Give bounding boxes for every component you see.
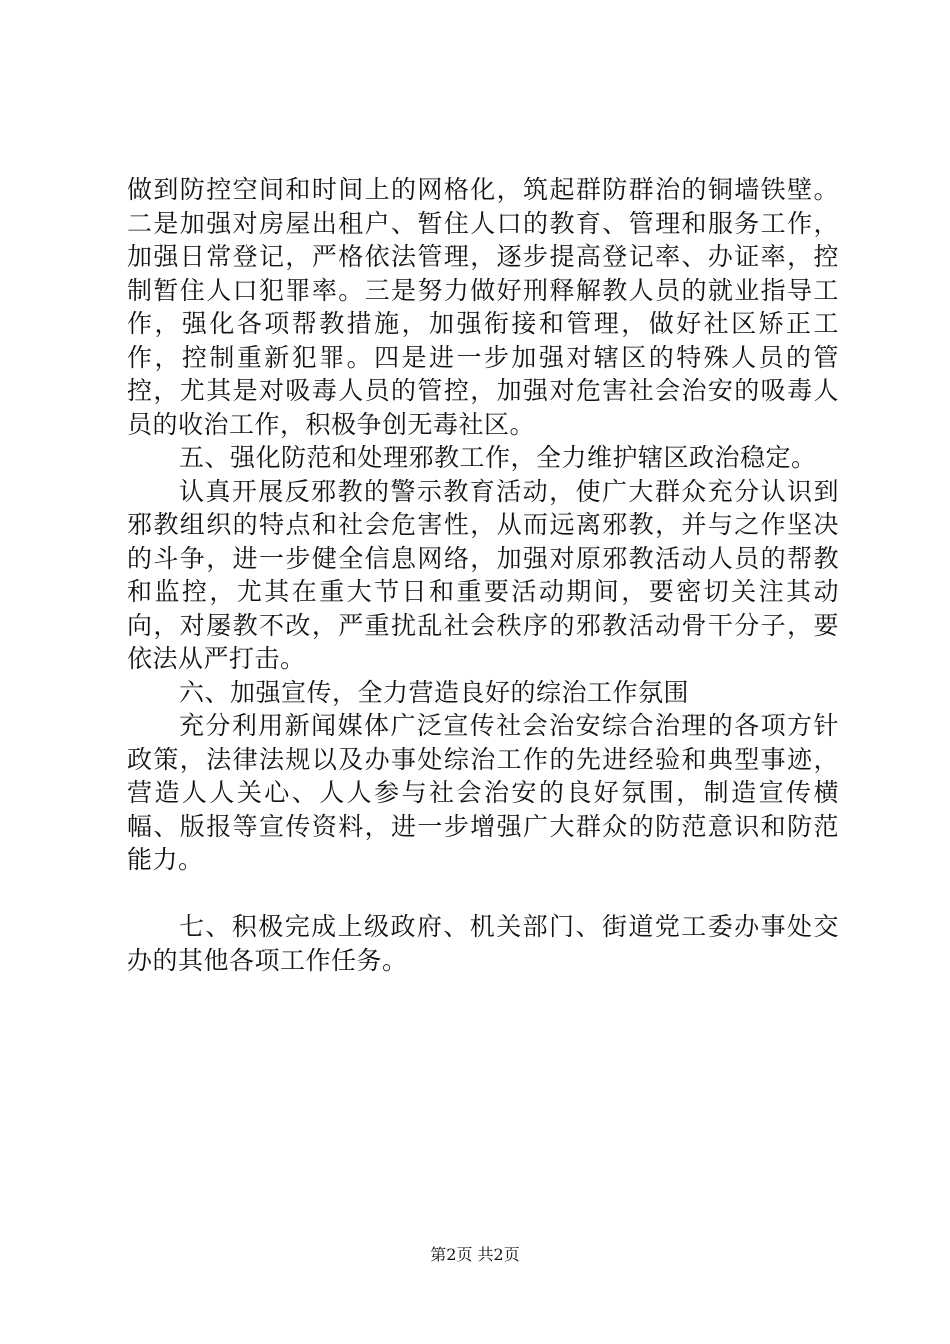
paragraph-7: 七、积极完成上级政府、机关部门、街道党工委办事处交办的其他各项工作任务。 — [127, 912, 839, 975]
paragraph-5: 充分利用新闻媒体广泛宣传社会治安综合治理的各项方针政策，法律法规以及办事处综治工作的先进经验和典型事迹，营造人人关心、人人参与社会治安的良好氛围，制造宣传横幅、版报等宣传资料，进一步增强广大群众的防范意识和防范能力。 — [127, 711, 839, 874]
paragraph-heading-6: 六、加强宣传，全力营造良好的综治工作氛围 — [179, 677, 690, 707]
page-footer: 第2页 共2页 — [430, 1245, 520, 1264]
paragraph-heading-5: 五、强化防范和处理邪教工作，全力维护辖区政治稳定。 — [179, 443, 817, 472]
document-body — [127, 173, 839, 977]
paragraph-1: 做到防控空间和时间上的网格化，筑起群防群治的铜墙铁壁。二是加强对房屋出租户、暂住人口的教育、管理和服务工作，加强日常登记，严格依法管理，逐步提高登记率、办证率，控制暂住人口犯罪率。三是努力做好刑释解教人员的就业指导工作，强化各项帮教措施，加强衔接和管理，做好社区矫正工作，控制重新犯罪。四是进一步加强对辖区的特殊人员的管控，尤其是对吸毒人员的管控，加强对危害社会治安的吸毒人员的收治工作，积极争创无毒社区。 — [127, 175, 839, 439]
paragraph-spacer — [127, 877, 839, 911]
paragraph-3: 认真开展反邪教的警示教育活动，使广大群众充分认识到邪教组织的特点和社会危害性，从而远离邪教，并与之作坚决的斗争，进一步健全信息网络，加强对原邪教活动人员的帮教和监控，尤其在重大节日和重要活动期间，要密切关注其动向，对屡教不改，严重扰乱社会秩序的邪教活动骨干分子，要依法从严打击。 — [127, 476, 839, 673]
